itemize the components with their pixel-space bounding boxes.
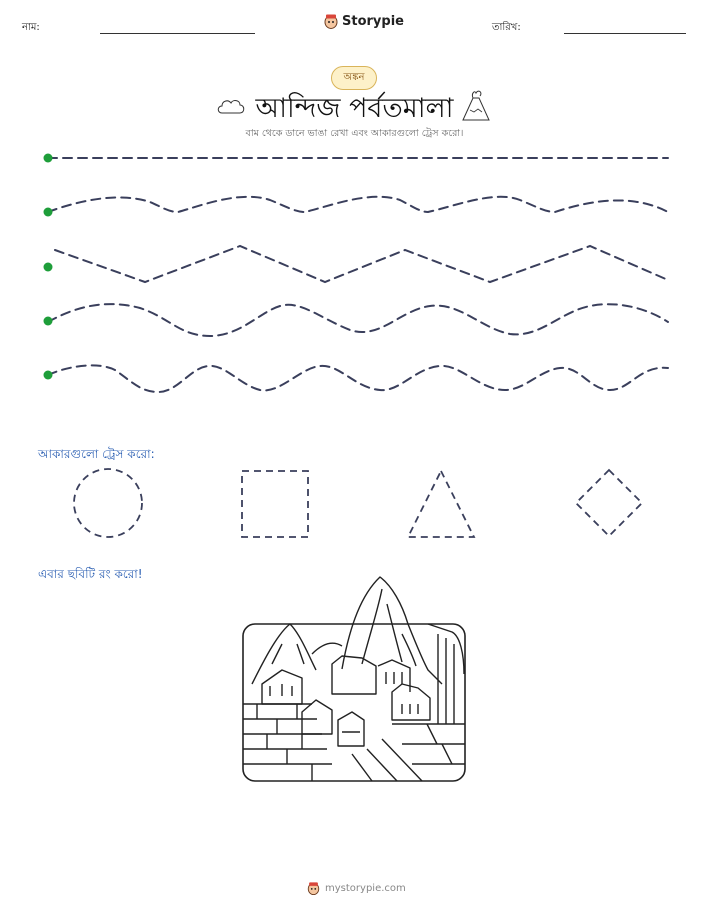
brand-name: Storypie	[342, 13, 404, 29]
storypie-mascot-icon	[307, 881, 320, 895]
storypie-mascot-icon	[324, 13, 338, 29]
coloring-heading: এবার ছবিটি রং করো!	[38, 567, 143, 581]
trace-triangle-shape	[408, 471, 474, 537]
trace-start-dot	[44, 154, 53, 163]
page-title: আন্দিজ পর্বতমালা	[255, 93, 454, 124]
trace-start-dot	[44, 371, 53, 380]
trace-diamond-shape	[576, 470, 642, 536]
date-line[interactable]	[564, 33, 686, 34]
trace-circle-shape	[74, 469, 142, 537]
name-line[interactable]	[100, 33, 255, 34]
brand-logo	[324, 13, 404, 29]
volcano-icon	[460, 88, 492, 122]
trace-lines	[0, 140, 709, 400]
trace-line-wave-3	[48, 365, 668, 392]
shapes-heading: আকারগুলো ট্রেস করো:	[38, 447, 155, 461]
trace-start-dot	[44, 208, 53, 217]
instructions: বাম থেকে ডানে ভাঙা রেখা এবং আকারগুলো ট্রেস করো।	[245, 128, 464, 139]
trace-line-zigzag	[55, 246, 668, 282]
date-label: তারিখ:	[492, 22, 521, 33]
trace-square-shape	[242, 471, 308, 537]
trace-start-dot	[44, 317, 53, 326]
trace-line-wave-2	[48, 304, 668, 336]
footer	[307, 881, 406, 895]
category-badge: অঙ্কন	[331, 66, 377, 90]
machu-picchu-coloring-image[interactable]	[242, 574, 468, 784]
trace-shapes	[0, 462, 709, 546]
footer-url[interactable]: mystorypie.com	[325, 882, 406, 894]
trace-line-wave-1	[48, 197, 668, 212]
name-label: নাম:	[22, 22, 40, 33]
trace-start-dot	[44, 263, 53, 272]
